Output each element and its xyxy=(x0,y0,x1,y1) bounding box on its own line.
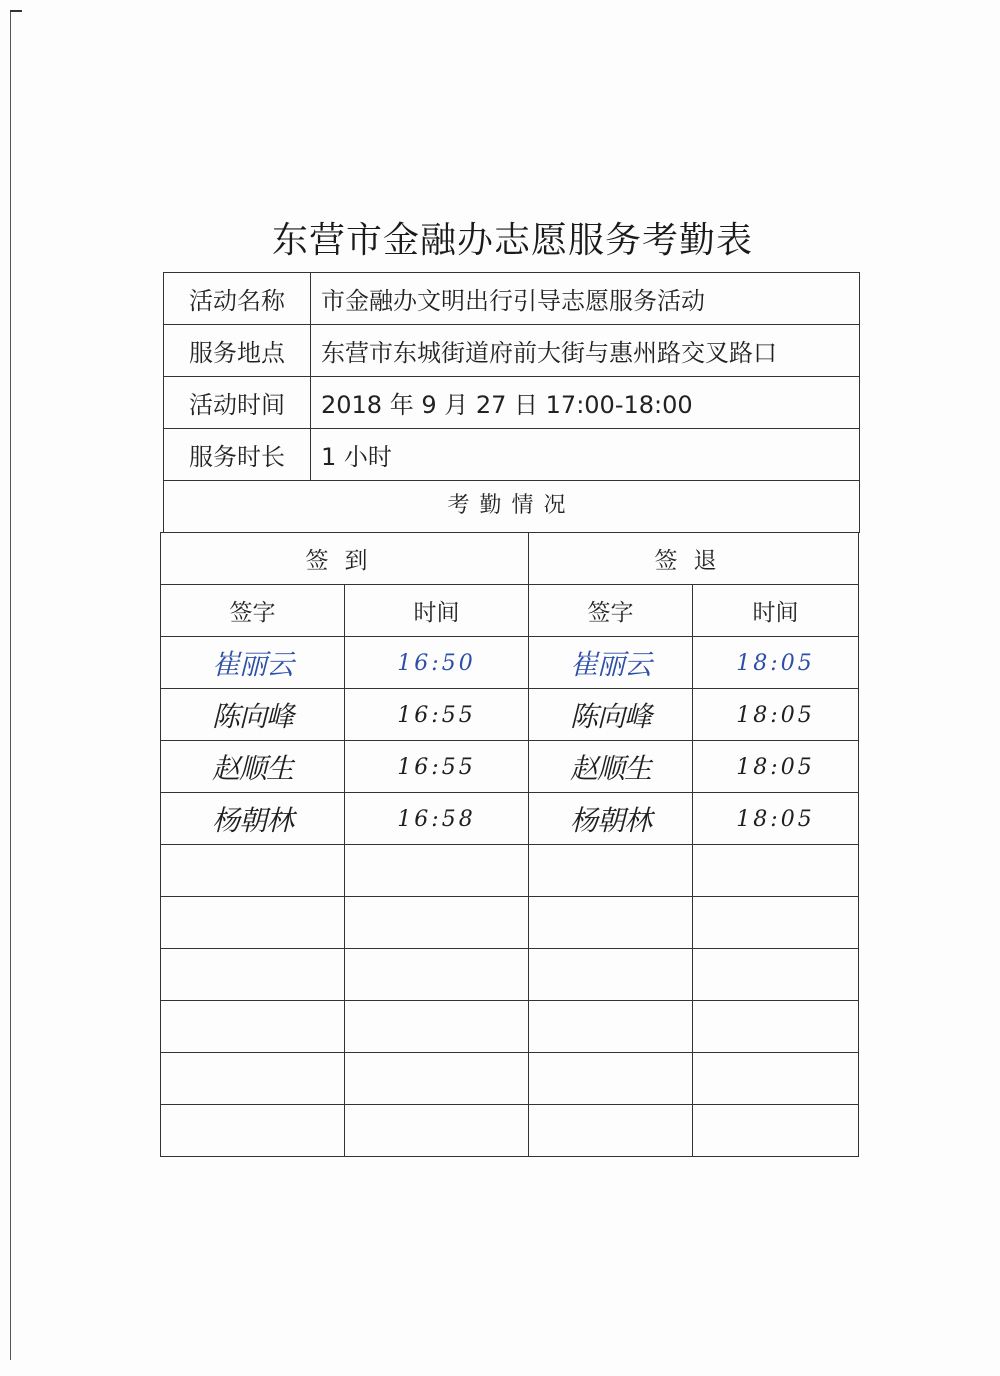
attendance-section-title: 考勤情况 xyxy=(163,480,860,533)
empty-row xyxy=(161,1053,859,1105)
handwritten-signature: 赵顺生 xyxy=(211,751,293,785)
table-row xyxy=(161,793,859,845)
empty-row xyxy=(161,1001,859,1053)
handwritten-time: 16:50 xyxy=(397,650,476,676)
sign-out-time xyxy=(693,689,859,741)
info-label: 活动时间 xyxy=(164,377,311,429)
table-row xyxy=(161,689,859,741)
table-row xyxy=(161,741,859,793)
info-value: 2018 年 9 月 27 日 17:00-18:00 xyxy=(311,377,860,429)
table-row xyxy=(161,637,859,689)
sign-in-signature xyxy=(161,741,345,793)
handwritten-time: 18:05 xyxy=(736,806,815,832)
info-value: 市金融办文明出行引导志愿服务活动 xyxy=(311,273,860,325)
attendance-group-header xyxy=(161,533,859,585)
sign-in-signature xyxy=(161,689,345,741)
handwritten-signature: 陈向峰 xyxy=(569,699,651,733)
info-value: 1 小时 xyxy=(311,429,860,481)
page-title: 东营市金融办志愿服务考勤表 xyxy=(271,220,753,261)
handwritten-time: 18:05 xyxy=(736,650,815,676)
info-row-location xyxy=(164,325,860,377)
sign-out-signature xyxy=(529,793,693,845)
info-label: 服务时长 xyxy=(164,429,311,481)
sign-in-time xyxy=(345,741,529,793)
handwritten-signature: 杨朝林 xyxy=(211,803,293,837)
activity-info-table xyxy=(163,272,860,481)
info-row-duration xyxy=(164,429,860,481)
sign-out-header: 签退 xyxy=(529,533,859,585)
handwritten-time: 16:55 xyxy=(397,702,476,728)
sign-in-time-header: 时间 xyxy=(345,585,529,637)
sign-in-signature xyxy=(161,637,345,689)
info-label: 活动名称 xyxy=(164,273,311,325)
handwritten-signature: 崔丽云 xyxy=(569,647,651,681)
sign-out-time xyxy=(693,741,859,793)
attendance-table xyxy=(160,532,859,1157)
sign-in-signature xyxy=(161,793,345,845)
handwritten-time: 18:05 xyxy=(736,702,815,728)
empty-row xyxy=(161,949,859,1001)
sign-in-time xyxy=(345,793,529,845)
info-row-time xyxy=(164,377,860,429)
handwritten-signature: 崔丽云 xyxy=(211,647,293,681)
info-label: 服务地点 xyxy=(164,325,311,377)
handwritten-signature: 陈向峰 xyxy=(211,699,293,733)
handwritten-signature: 赵顺生 xyxy=(569,751,651,785)
info-row-activity-name xyxy=(164,273,860,325)
page-corner-mark xyxy=(10,10,22,12)
sign-out-time-header: 时间 xyxy=(693,585,859,637)
sign-out-time xyxy=(693,793,859,845)
sign-out-time xyxy=(693,637,859,689)
handwritten-time: 16:55 xyxy=(397,754,476,780)
attendance-column-header xyxy=(161,585,859,637)
sign-out-signature-header: 签字 xyxy=(529,585,693,637)
sign-out-signature xyxy=(529,689,693,741)
info-value: 东营市东城街道府前大街与惠州路交叉路口 xyxy=(311,325,860,377)
empty-row xyxy=(161,1105,859,1157)
sign-in-signature-header: 签字 xyxy=(161,585,345,637)
sign-out-signature xyxy=(529,741,693,793)
sign-in-time xyxy=(345,689,529,741)
sign-in-time xyxy=(345,637,529,689)
sign-out-signature xyxy=(529,637,693,689)
handwritten-signature: 杨朝林 xyxy=(569,803,651,837)
empty-row xyxy=(161,845,859,897)
handwritten-time: 18:05 xyxy=(736,754,815,780)
sign-in-header: 签到 xyxy=(161,533,529,585)
handwritten-time: 16:58 xyxy=(397,806,476,832)
empty-row xyxy=(161,897,859,949)
